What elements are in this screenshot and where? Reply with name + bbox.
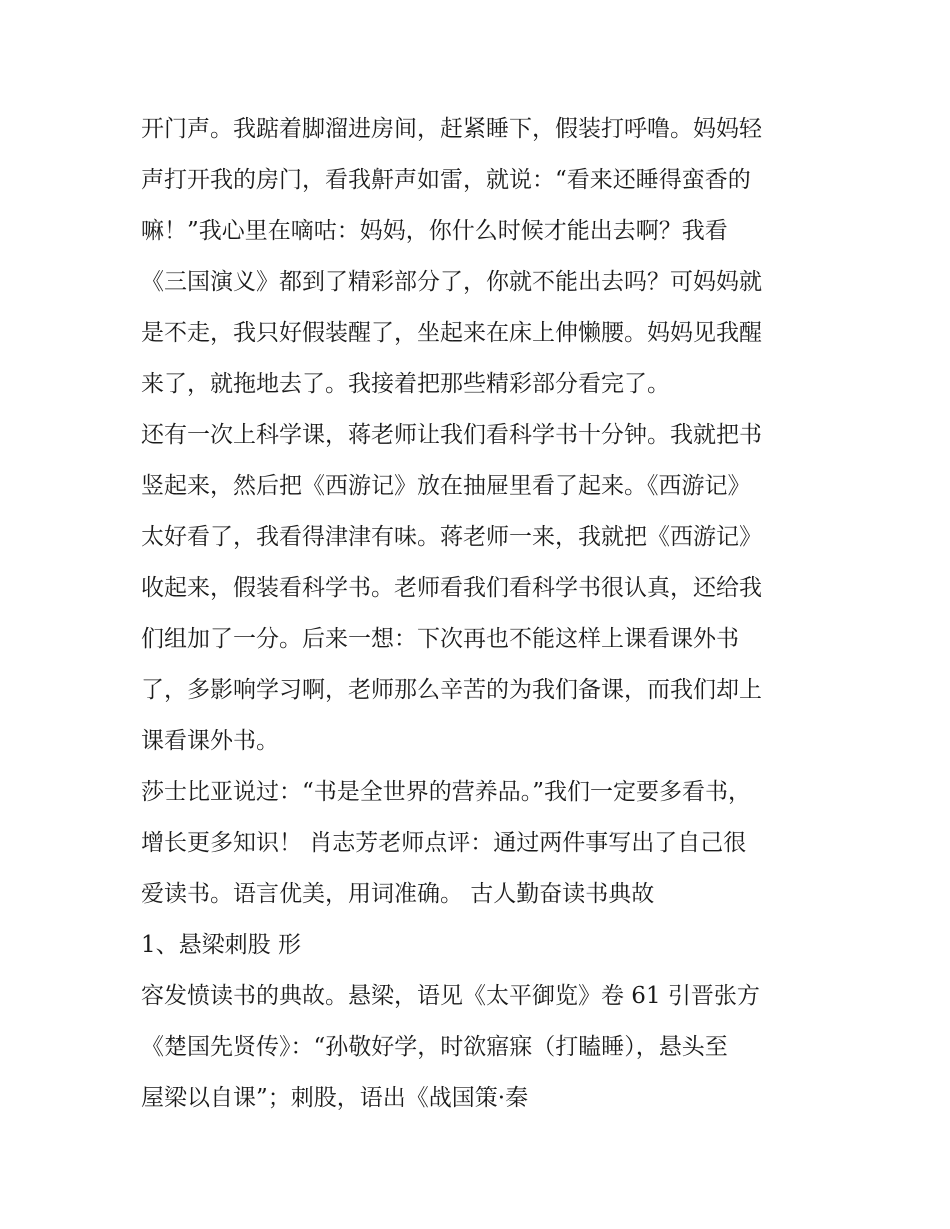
text-line: 课看课外书。	[141, 728, 279, 754]
text-line: 屋梁以自课”；刺股，语出《战国策·秦	[141, 1085, 529, 1111]
text-line: 们组加了一分。后来一想：下次再也不能这样上课看课外书	[141, 626, 739, 652]
text-line: 是不走，我只好假装醒了，坐起来在床上伸懒腰。妈妈见我醒	[141, 320, 762, 346]
text-line: 《三国演义》都到了精彩部分了，你就不能出去吗？可妈妈就	[141, 269, 762, 295]
text-line: 开门声。我踮着脚溜进房间，赶紧睡下，假装打呼噜。妈妈轻	[141, 116, 762, 142]
text-line: 莎士比亚说过：“书是全世界的营养品。”我们一定要多看书，	[141, 779, 752, 805]
text-line: 容发愤读书的典故。悬梁，语见《太平御览》卷 61 引晋张方	[141, 983, 760, 1009]
text-line: 爱读书。语言优美，用词准确。 古人勤奋读书典故	[141, 881, 655, 907]
text-line: 了，多影响学习啊，老师那么辛苦的为我们备课，而我们却上	[141, 677, 762, 703]
text-line: 嘛！”我心里在嘀咕：妈妈，你什么时候才能出去啊？我看	[141, 218, 728, 244]
text-line: 1、悬梁刺股 形	[141, 932, 301, 958]
body-text	[141, 104, 821, 1124]
text-line: 增长更多知识！ 肖志芳老师点评：通过两件事写出了自己很	[141, 830, 747, 856]
text-line: 声打开我的房门，看我鼾声如雷，就说：“看来还睡得蛮香的	[141, 167, 751, 193]
text-line: 竖起来，然后把《西游记》放在抽屉里看了起来。《西游记》	[141, 473, 751, 499]
text-line: 还有一次上科学课，蒋老师让我们看科学书十分钟。我就把书	[141, 422, 762, 448]
text-line: 收起来，假装看科学书。老师看我们看科学书很认真，还给我	[141, 575, 762, 601]
text-line: 太好看了，我看得津津有味。蒋老师一来，我就把《西游记》	[141, 524, 762, 550]
text-line: 《楚国先贤传》：“孙敬好学，时欲寤寐（打瞌睡），悬头至	[141, 1034, 728, 1060]
text-line: 来了，就拖地去了。我接着把那些精彩部分看完了。	[141, 371, 670, 397]
